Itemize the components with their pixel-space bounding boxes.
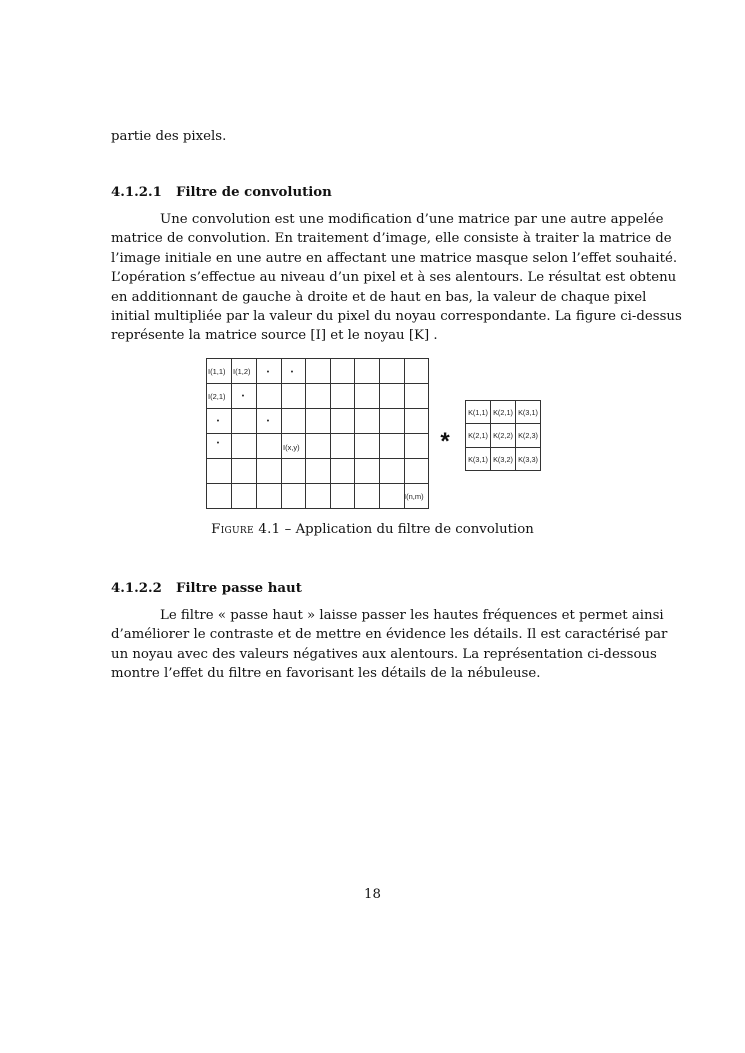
convolution-operator: *: [440, 428, 450, 455]
section-number: 4.1.2.2: [111, 581, 162, 596]
ellipsis-dot: •: [290, 369, 294, 376]
page-number: 18: [364, 887, 381, 902]
kernel-cell: K(2,1): [468, 431, 488, 440]
text-line: matrice de convolution. En traitement d’image, elle consiste à traiter la matrice de: [111, 231, 672, 247]
kernel-cell: K(3,2): [493, 455, 513, 464]
text-line: d’améliorer le contraste et de mettre en évidence les détails. Il est caractérisé par: [111, 627, 668, 643]
text-line: en additionnant de gauche à droite et de haut en bas, la valeur de chaque pixel: [111, 289, 647, 305]
caption-text: Application du filtre de convolution: [295, 522, 534, 537]
text-line: Une convolution est une modification d’une matrice par une autre appelée: [160, 212, 664, 227]
cell-label-inm: I(n,m): [404, 492, 424, 501]
text-line: un noyau avec des valeurs négatives aux alentours. La représentation ci-dessous: [111, 646, 657, 662]
figure-label: Figure 4.1: [211, 522, 281, 537]
ellipsis-dot: •: [216, 440, 220, 447]
section-title: Filtre passe haut: [176, 581, 302, 596]
kernel-cell: K(3,3): [518, 455, 538, 464]
text-line: partie des pixels.: [111, 129, 227, 144]
paragraph-high-pass: [111, 606, 668, 684]
ellipsis-dot: •: [216, 418, 220, 425]
text-line: l’image initiale en une autre en affectant une matrice masque selon l’effet souhaité.: [111, 250, 678, 266]
caption-separator: –: [280, 522, 296, 537]
text-line: Le filtre « passe haut » laisse passer les hautes fréquences et permet ainsi: [160, 608, 664, 623]
text-line: initial multipliée par la valeur du pixel du noyau correspondante. La figure ci-dessus: [111, 309, 682, 325]
cell-label-i12: I(1,2): [233, 367, 251, 376]
cell-label-ixy: I(x,y): [283, 443, 300, 452]
kernel-labels: [468, 408, 538, 464]
kernel-cell: K(2,3): [518, 431, 538, 440]
ellipsis-dot: •: [266, 369, 270, 376]
ellipsis-dot: •: [266, 418, 270, 425]
figure-caption: [0, 522, 745, 537]
section-heading-4-1-2-2: [111, 581, 302, 596]
source-matrix-grid: [207, 359, 429, 509]
cell-label-i11: I(1,1): [208, 367, 226, 376]
kernel-cell: K(2,2): [493, 431, 513, 440]
cell-label-i21: I(2,1): [208, 392, 226, 401]
text-line: L’opération s’effectue au niveau d’un pixel et à ses alentours. Le résultat est obtenu: [111, 270, 677, 286]
kernel-cell: K(3,1): [468, 455, 488, 464]
ellipsis-dot: •: [241, 393, 245, 400]
kernel-cell: K(3,1): [518, 408, 538, 417]
kernel-cell: K(1,1): [468, 408, 488, 417]
kernel-cell: K(2,1): [493, 408, 513, 417]
text-line: montre l’effet du filtre en favorisant les détails de la nébuleuse.: [111, 666, 541, 682]
section-title: Filtre de convolution: [176, 185, 332, 200]
text-line: représente la matrice source [I] et le noyau [K] .: [111, 328, 438, 344]
section-number: 4.1.2.1: [111, 185, 162, 200]
